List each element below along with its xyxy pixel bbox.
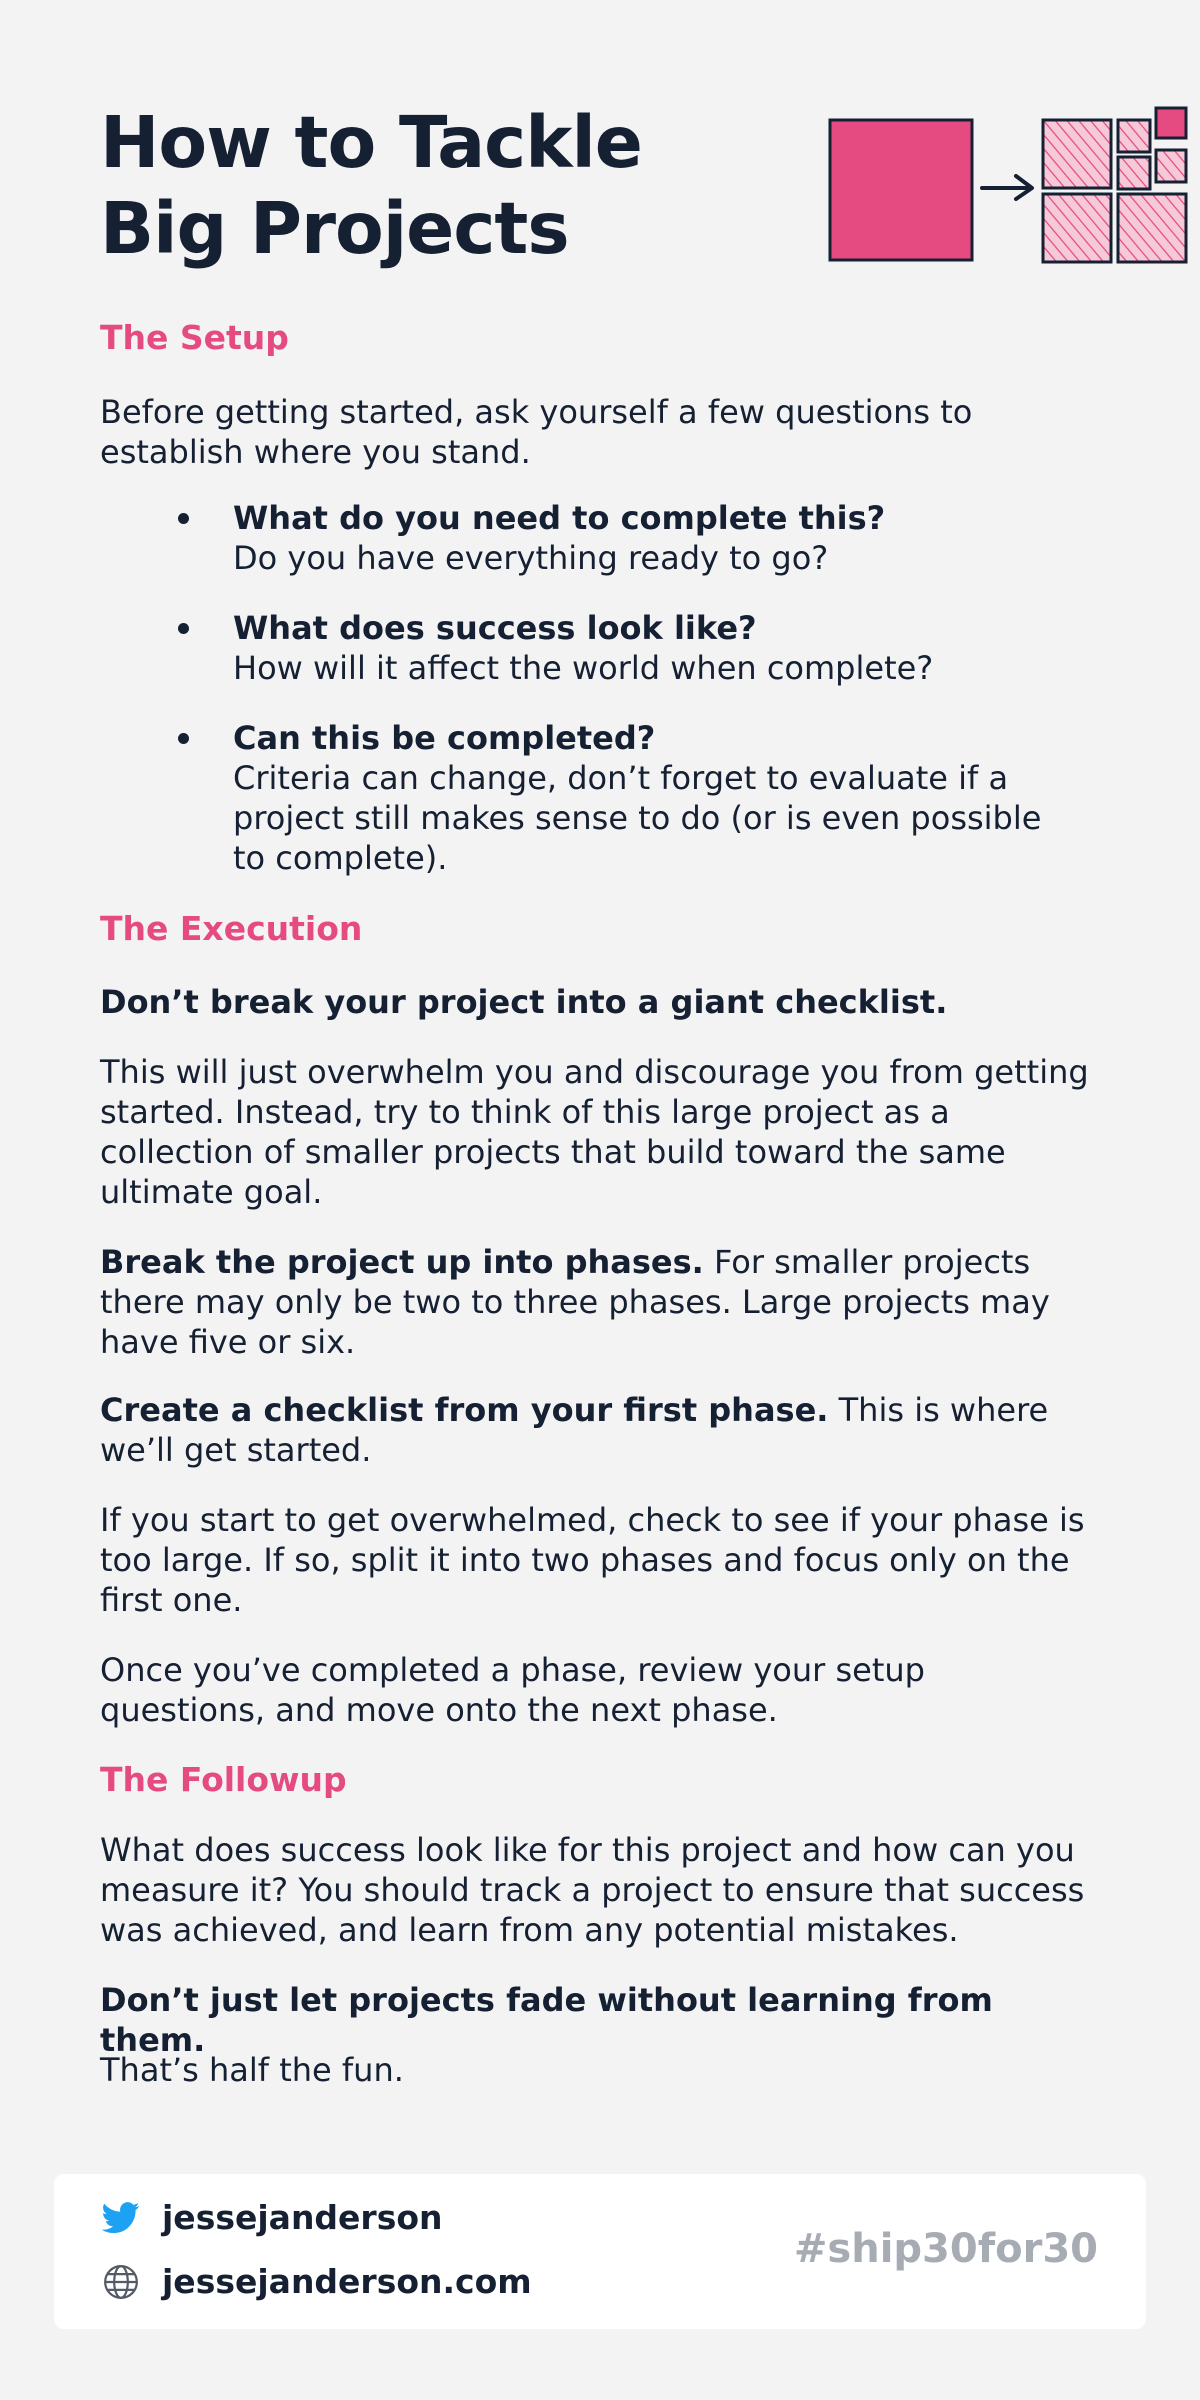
page-title: How to Tackle Big Projects: [100, 101, 642, 270]
big-to-small-illustration: [720, 100, 1200, 280]
twitter-bird-icon: [102, 2202, 140, 2234]
twitter-link[interactable]: [102, 2198, 443, 2237]
twitter-handle: jessejanderson: [162, 2198, 443, 2237]
checklist-emphasis: Create a checklist from your first phase.: [100, 1391, 829, 1429]
hashtag: #ship30for30: [793, 2226, 1098, 2272]
small-square: [1156, 150, 1186, 182]
small-square: [1118, 194, 1186, 262]
followup-paragraph-1: What does success look like for this project and how can you measure it? You should track a project to ensure that success was achieved, and learn from any potential mistakes.: [100, 1831, 1085, 1949]
question-detail: Criteria can change, don’t forget to evaluate if a project still makes sense to do (or is even possible to complete).: [233, 759, 1042, 877]
list-item: [100, 718, 1100, 878]
question-title: Can this be completed?: [233, 719, 656, 757]
execution-paragraph-1: This will just overwhelm you and discourage you from getting started. Instead, try to think of this large project as a collection of smaller projects that build toward the same ultimate goal.: [100, 1053, 1089, 1211]
followup-lead: Don’t just let projects fade without learning from them.: [100, 1981, 993, 2059]
section-heading-execution: The Execution: [100, 909, 363, 948]
setup-questions-list: [100, 498, 1100, 908]
setup-intro: Before getting started, ask yourself a few questions to establish where you stand.: [100, 393, 973, 471]
small-square: [1043, 120, 1111, 188]
list-item: [100, 498, 1100, 578]
website-url: jessejanderson.com: [162, 2262, 532, 2301]
execution-paragraph-3: [100, 1390, 1100, 1470]
arrow-icon: [982, 176, 1032, 199]
globe-icon: [102, 2263, 140, 2301]
big-project-square: [830, 120, 972, 260]
execution-paragraph-2: [100, 1242, 1100, 1362]
question-detail: How will it affect the world when complete?: [233, 649, 934, 687]
execution-paragraph-5: Once you’ve completed a phase, review your setup questions, and move onto the next phase.: [100, 1651, 925, 1729]
small-square: [1043, 194, 1111, 262]
section-heading-followup: The Followup: [100, 1760, 347, 1799]
list-item: [100, 608, 1100, 688]
phases-text: For smaller projects there may only be two to three phases. Large projects may have five or six.: [100, 1243, 1050, 1361]
followup-paragraph-2: That’s half the fun.: [100, 2051, 404, 2089]
execution-paragraph-4: If you start to get overwhelmed, check to see if your phase is too large. If so, split it into two phases and focus only on the first one.: [100, 1501, 1085, 1619]
question-detail: Do you have everything ready to go?: [233, 539, 829, 577]
small-square: [1118, 120, 1150, 152]
execution-lead: Don’t break your project into a giant checklist.: [100, 983, 948, 1021]
section-heading-setup: The Setup: [100, 318, 289, 357]
small-square: [1156, 108, 1186, 138]
checklist-text: This is where we’ll get started.: [100, 1391, 1049, 1469]
website-link[interactable]: [102, 2262, 532, 2301]
question-title: What does success look like?: [233, 609, 757, 647]
footer-card: [54, 2174, 1146, 2329]
small-square: [1118, 157, 1150, 189]
question-title: What do you need to complete this?: [233, 499, 886, 537]
phases-emphasis: Break the project up into phases.: [100, 1243, 704, 1281]
